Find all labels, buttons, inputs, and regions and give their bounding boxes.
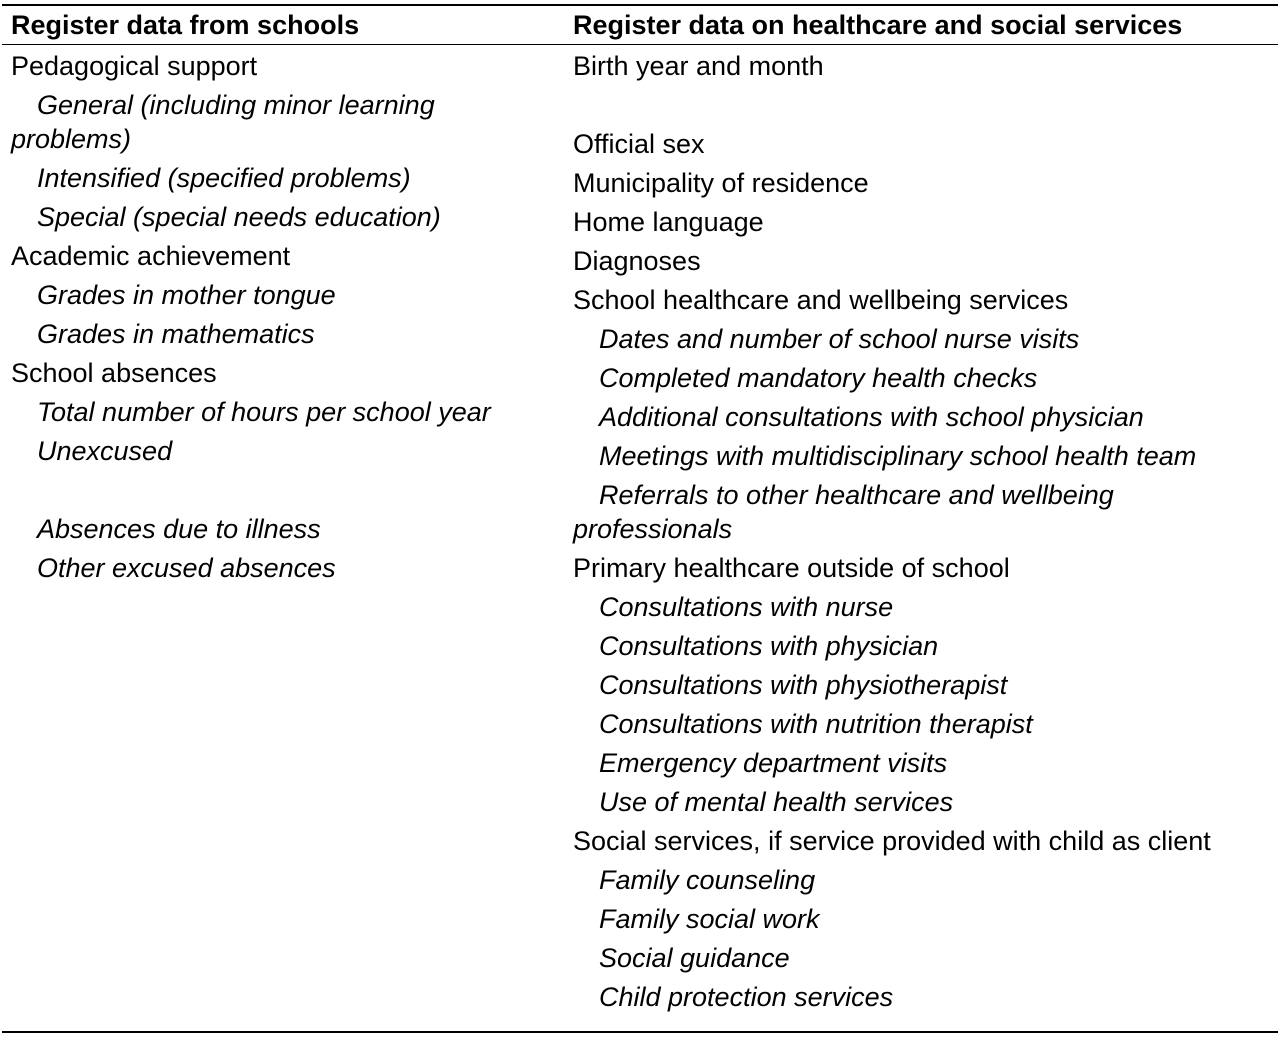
category-school-absences: School absences	[11, 358, 217, 388]
item-other-excused: Other excused absences	[37, 553, 336, 583]
item-consult-nutrition: Consultations with nutrition therapist	[599, 709, 1033, 739]
item-consult-nurse: Consultations with nurse	[599, 592, 894, 622]
row-spacer	[573, 88, 1273, 122]
item-consult-physician: Consultations with physician	[599, 631, 939, 661]
item-emergency-visits: Emergency department visits	[599, 748, 948, 778]
item-home-language: Home language	[573, 207, 764, 237]
item-social-guidance: Social guidance	[599, 943, 790, 973]
category-social-services: Social services, if service provided with child as client	[573, 826, 1211, 856]
item-intensified-support: Intensified (specified problems)	[37, 163, 411, 193]
item-nurse-visits: Dates and number of school nurse visits	[599, 324, 1080, 354]
item-family-counseling: Family counseling	[599, 865, 816, 895]
item-child-protection: Child protection services	[599, 982, 894, 1012]
table-header-rule	[2, 44, 1278, 45]
item-school-physician: Additional consultations with school physician	[599, 402, 1144, 432]
category-pedagogical-support: Pedagogical support	[11, 51, 258, 81]
row-spacer	[11, 473, 559, 507]
item-health-checks: Completed mandatory health checks	[599, 363, 1038, 393]
right-column-header: Register data on healthcare and social services	[573, 10, 1183, 40]
item-health-team-meetings: Meetings with multidisciplinary school health team	[599, 441, 1197, 471]
item-official-sex: Official sex	[573, 129, 705, 159]
table-bottom-rule	[2, 1031, 1278, 1033]
category-academic-achievement: Academic achievement	[11, 241, 291, 271]
item-municipality: Municipality of residence	[573, 168, 869, 198]
category-school-healthcare: School healthcare and wellbeing services	[573, 285, 1069, 315]
item-referrals: Referrals to other healthcare and wellbeing professionals	[573, 480, 1114, 544]
item-family-social-work: Family social work	[599, 904, 820, 934]
item-mental-health: Use of mental health services	[599, 787, 954, 817]
table-top-rule	[2, 4, 1278, 6]
item-grades-mother-tongue: Grades in mother tongue	[37, 280, 336, 310]
item-total-hours: Total number of hours per school year	[37, 397, 491, 427]
healthcare-register-column	[573, 49, 1273, 1019]
left-column-header: Register data from schools	[11, 10, 360, 40]
category-primary-healthcare: Primary healthcare outside of school	[573, 553, 1010, 583]
item-special-support: Special (special needs education)	[37, 202, 441, 232]
school-register-column	[11, 49, 559, 590]
item-consult-physiotherapist: Consultations with physiotherapist	[599, 670, 1008, 700]
item-absences-illness: Absences due to illness	[37, 514, 321, 544]
item-birth-year-month: Birth year and month	[573, 51, 824, 81]
item-unexcused: Unexcused	[37, 436, 173, 466]
item-diagnoses: Diagnoses	[573, 246, 701, 276]
item-grades-mathematics: Grades in mathematics	[37, 319, 315, 349]
item-general-support: General (including minor learning problems)	[11, 90, 435, 154]
